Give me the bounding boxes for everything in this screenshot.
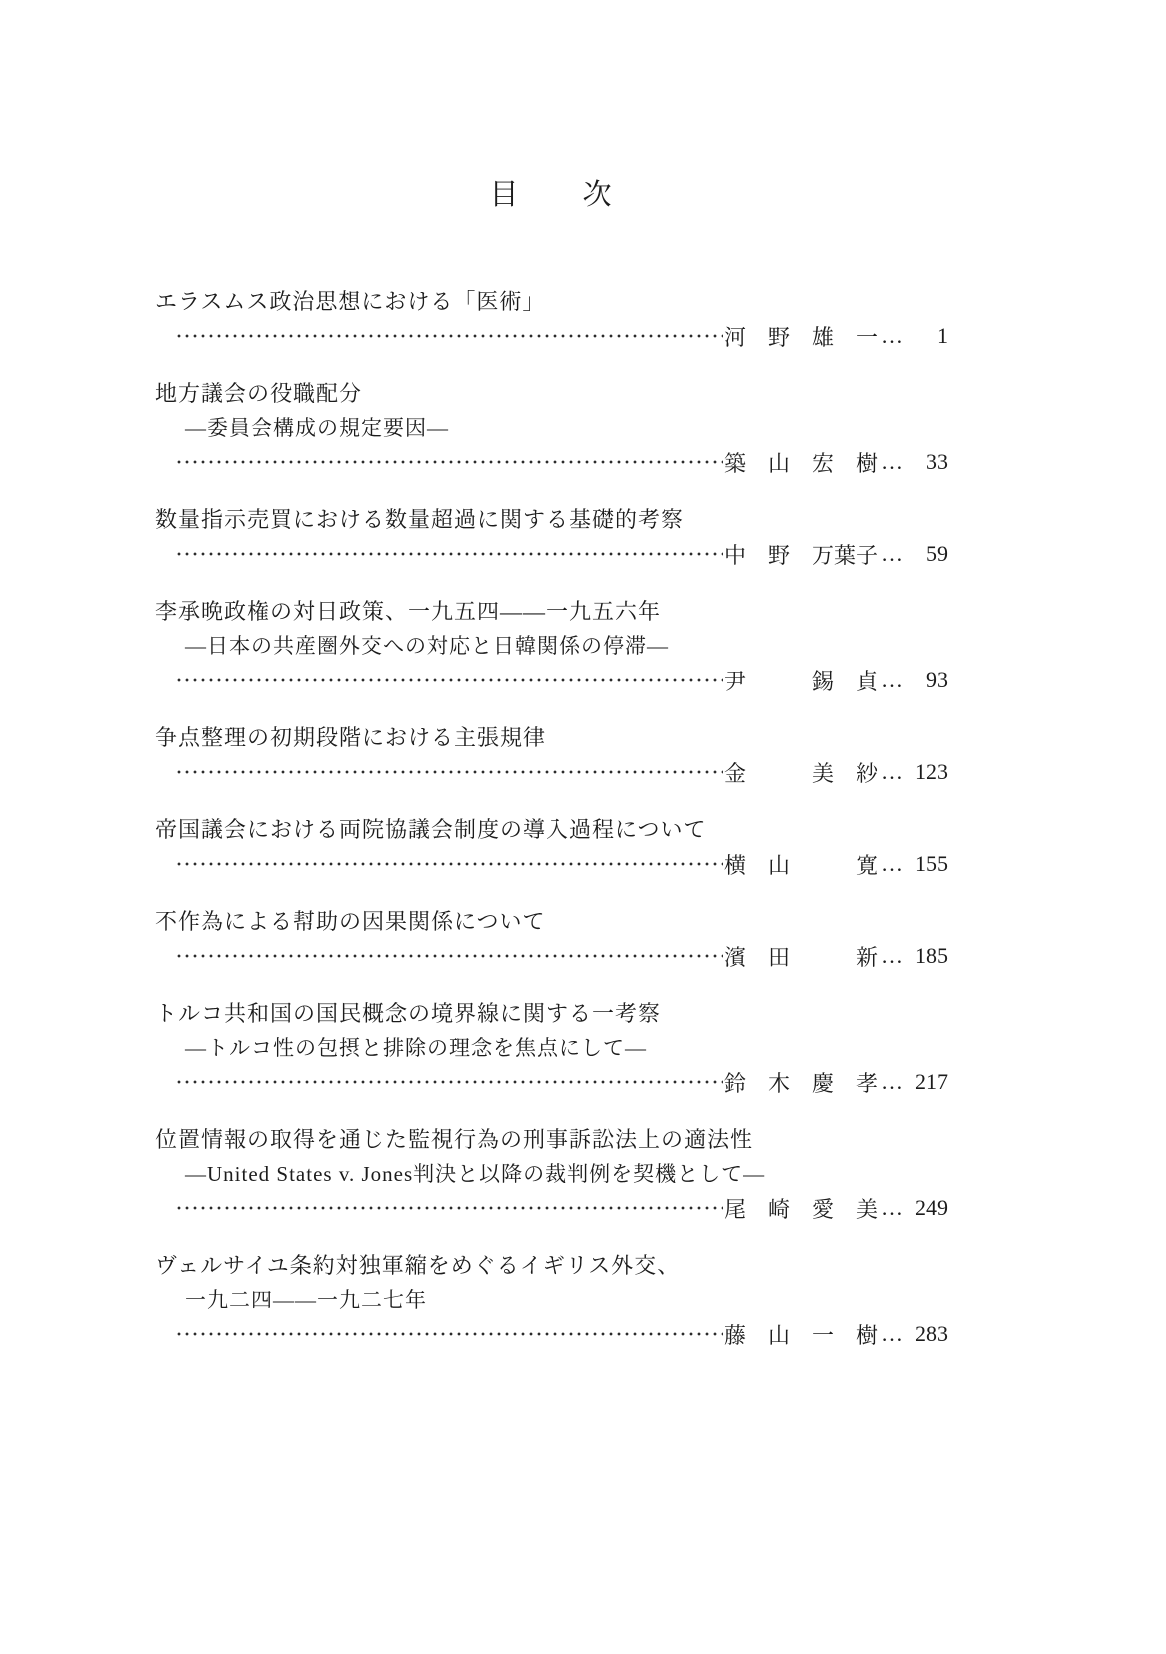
leader-ellipsis: … <box>881 1321 903 1346</box>
dotted-leader <box>175 1317 723 1351</box>
entry-leader-row <box>155 663 948 697</box>
entry-author: 横 山 寛 <box>723 852 878 878</box>
entry-page-number: 93 <box>926 667 948 692</box>
leader-ellipsis: … <box>881 759 903 784</box>
entry-page-number: 33 <box>926 449 948 474</box>
entry-title: エラスムス政治思想における「医術」 <box>155 289 546 314</box>
entry-author: 中 野 万葉子 <box>723 542 878 568</box>
toc-entry <box>155 905 948 973</box>
entry-subtitle: ―トルコ性の包摂と排除の理念を焦点にして― <box>185 1036 647 1060</box>
entry-author: 濱 田 新 <box>723 944 878 970</box>
dotted-leader <box>175 663 723 697</box>
entry-leader-row <box>155 537 948 571</box>
entry-title: 帝国議会における両院協議会制度の導入過程について <box>155 817 707 842</box>
toc-entry <box>155 1249 948 1351</box>
toc-entry <box>155 377 948 479</box>
dotted-leader <box>175 847 723 881</box>
entry-page-number: 185 <box>915 943 948 968</box>
leader-ellipsis: … <box>881 1069 903 1094</box>
entry-author: 河 野 雄 一 <box>723 324 878 350</box>
entry-leader-row <box>155 319 948 353</box>
toc-entry <box>155 813 948 881</box>
toc-entry <box>155 721 948 789</box>
dotted-leader <box>175 1191 723 1225</box>
entry-leader-row <box>155 847 948 881</box>
dotted-leader <box>175 1065 723 1099</box>
entry-page-number: 249 <box>915 1195 948 1220</box>
dotted-leader <box>175 755 723 789</box>
leader-ellipsis: … <box>881 1195 903 1220</box>
entry-leader-row <box>155 939 948 973</box>
entry-leader-row <box>155 755 948 789</box>
toc-entry <box>155 285 948 353</box>
entry-title: 地方議会の役職配分 <box>155 381 363 406</box>
leader-ellipsis: … <box>881 541 903 566</box>
leader-ellipsis: … <box>881 943 903 968</box>
entry-author: 尾 崎 愛 美 <box>723 1196 878 1222</box>
entry-page-number: 217 <box>915 1069 948 1094</box>
toc-entry <box>155 1123 948 1225</box>
entry-title: 不作為による幇助の因果関係について <box>155 909 546 934</box>
entry-page-number: 59 <box>926 541 948 566</box>
entry-author: 金 美 紗 <box>723 760 878 786</box>
entry-subtitle: ―日本の共産圏外交への対応と日韓関係の停滞― <box>185 634 669 658</box>
dotted-leader <box>175 445 723 479</box>
entry-title: 争点整理の初期段階における主張規律 <box>155 725 547 750</box>
leader-ellipsis: … <box>881 449 903 474</box>
entry-subtitle: 一九二四――一九二七年 <box>185 1288 427 1312</box>
entry-page-number: 123 <box>915 759 948 784</box>
entry-author: 藤 山 一 樹 <box>723 1322 878 1348</box>
entry-subtitle: ―United States v. Jones判決と以降の裁判例を契機として― <box>185 1162 766 1186</box>
dotted-leader <box>175 537 723 571</box>
page-title: 目 次 <box>489 179 614 211</box>
leader-ellipsis: … <box>881 851 903 876</box>
entry-page-number: 155 <box>915 851 948 876</box>
entry-subtitle: ―委員会構成の規定要因― <box>185 416 449 440</box>
entry-title: 位置情報の取得を通じた監視行為の刑事訴訟法上の適法性 <box>155 1127 754 1152</box>
dotted-leader <box>175 319 723 353</box>
entry-title: トルコ共和国の国民概念の境界線に関する一考察 <box>155 1001 662 1026</box>
entry-title: ヴェルサイユ条約対独軍縮をめぐるイギリス外交、 <box>155 1253 681 1278</box>
entry-title: 数量指示売買における数量超過に関する基礎的考察 <box>155 507 685 532</box>
toc-entry <box>155 595 948 697</box>
toc-entries <box>155 285 948 1351</box>
toc-entry <box>155 997 948 1099</box>
entry-author: 築 山 宏 樹 <box>723 450 878 476</box>
entry-page-number: 1 <box>937 323 948 348</box>
entry-page-number: 283 <box>915 1321 948 1346</box>
entry-leader-row <box>155 1191 948 1225</box>
entry-author: 尹 錫 貞 <box>723 668 878 694</box>
toc-entry <box>155 503 948 571</box>
entry-title: 李承晩政権の対日政策、一九五四――一九五六年 <box>155 599 662 624</box>
entry-leader-row <box>155 445 948 479</box>
entry-leader-row <box>155 1065 948 1099</box>
entry-author: 鈴 木 慶 孝 <box>723 1070 878 1096</box>
dotted-leader <box>175 939 723 973</box>
leader-ellipsis: … <box>881 323 903 348</box>
entry-leader-row <box>155 1317 948 1351</box>
leader-ellipsis: … <box>881 667 903 692</box>
